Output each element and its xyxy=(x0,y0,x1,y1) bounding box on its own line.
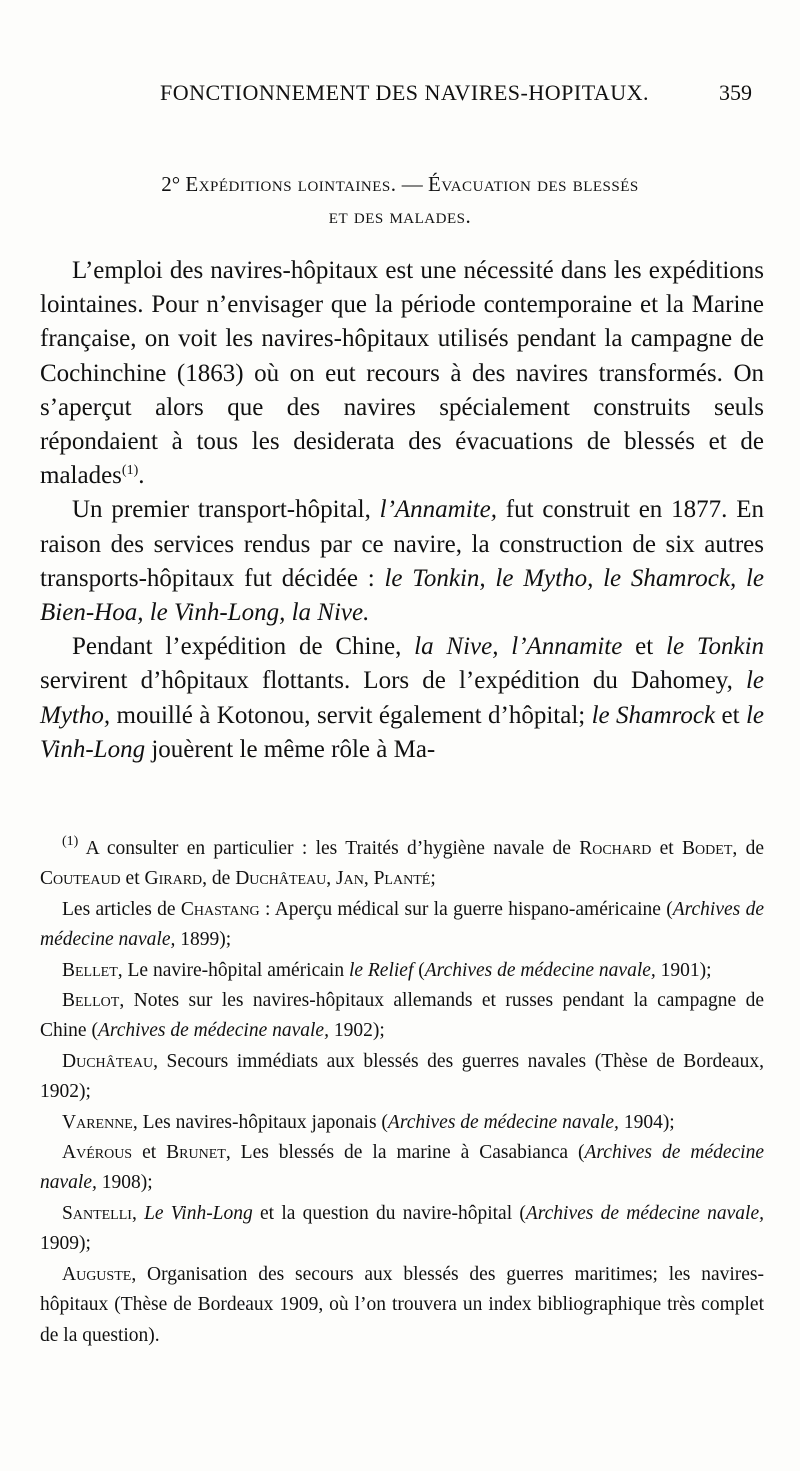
paragraph-3-text-5: et xyxy=(715,701,746,729)
ship-name-tonkin: le Tonkin xyxy=(666,633,765,661)
footnote-text: , Secours immédiats aux blessés des guerres navales (Thèse de Bordeaux, 1902); xyxy=(40,1050,764,1103)
footnote-1 xyxy=(40,834,764,895)
author-name: Brunet xyxy=(166,1142,226,1164)
footnote-entry-auguste xyxy=(40,1260,764,1351)
footnote-text: , xyxy=(131,1202,145,1224)
paragraph-2-text-2: fut construit en 1877. En raison des services rendus par ce navire, la construction de six autres transports-hôpitaux fut décidée : xyxy=(40,496,764,592)
section-heading xyxy=(40,168,760,232)
footnote-text: ; xyxy=(430,868,436,890)
paragraph-2-text: Un premier transport-hôpital, xyxy=(72,496,380,524)
ship-name-annamite: l’Annamite, xyxy=(379,496,497,524)
author-name: Rochard xyxy=(579,838,652,859)
running-header xyxy=(40,80,760,110)
footnote-text: , de xyxy=(202,868,236,890)
author-name: Santelli xyxy=(62,1202,132,1224)
footnote-text: 1909); xyxy=(40,1233,91,1255)
ship-name-relief: le Relief xyxy=(348,959,414,981)
paragraph-3-text-4: mouillé à Kotonou, servit également d’hôpital; xyxy=(110,701,592,729)
author-name: Jan xyxy=(336,868,364,890)
footnote-text: et xyxy=(132,1142,167,1164)
author-name: Planté xyxy=(373,868,431,890)
journal-title: Archives de médecine navale, xyxy=(387,1111,619,1133)
page-number: 359 xyxy=(719,80,752,105)
paragraph-3 xyxy=(40,630,764,767)
ship-name-vinh-long: le Vinh-Long xyxy=(40,701,764,763)
footnote-text: , xyxy=(363,868,374,890)
footnote-text: , Le navire-hôpital américain xyxy=(117,959,349,981)
footnote-text: ( xyxy=(413,959,425,981)
author-name: Girard xyxy=(144,868,203,890)
running-title: FONCTIONNEMENT DES NAVIRES-HOPITAUX. xyxy=(160,80,650,105)
footnote-entry-bellot xyxy=(40,986,764,1047)
footnote-entry-bellet xyxy=(40,956,764,986)
ship-name-vinh-long: Le Vinh-Long xyxy=(144,1202,253,1224)
section-heading-line-2: et des malades. xyxy=(328,204,472,228)
author-name: Varenne xyxy=(62,1111,133,1133)
footnote-text: 1908); xyxy=(96,1172,153,1194)
footnote-reference: (1) xyxy=(121,463,139,479)
paragraph-1-end: . xyxy=(138,462,145,490)
footnote-text: 1902); xyxy=(328,1020,385,1042)
author-name: Bellet xyxy=(62,959,118,981)
footnote-text: , de xyxy=(732,838,764,859)
footnote-text: , Les blessés de la marine à Casabianca ( xyxy=(225,1142,585,1164)
author-name: Chastang xyxy=(180,898,260,920)
ship-name-shamrock: le Shamrock xyxy=(591,701,716,729)
footnote-text: , Organisation des secours aux blessés des guerres maritimes; les navires-hôpitaux (Thèse de Bordeaux 1909, où l’on trouvera un index bibliographique très complet de la question). xyxy=(40,1263,764,1346)
footnote-entry-duchateau xyxy=(40,1047,764,1108)
author-name: Couteaud xyxy=(40,868,121,890)
journal-title: Archives de médecine navale, xyxy=(97,1020,329,1042)
section-number: 2° xyxy=(161,172,181,196)
footnotes xyxy=(40,834,764,1351)
author-name: Duchâteau xyxy=(62,1050,154,1072)
body-text xyxy=(40,254,764,767)
paragraph-3-text-6: jouèrent le même rôle à Ma- xyxy=(145,735,436,763)
footnote-text: 1901); xyxy=(655,959,712,981)
footnote-text: et la question du navire-hôpital ( xyxy=(252,1202,526,1224)
paragraph-3-text: Pendant l’expédition de Chine, xyxy=(72,633,415,661)
footnote-entry-santelli xyxy=(40,1199,764,1260)
footnote-entry-varenne xyxy=(40,1108,764,1138)
ship-name-mytho: le Mytho, xyxy=(40,667,764,729)
paragraph-1-text: L’emploi des navires-hôpitaux est une nécessité dans les expéditions lointaines. Pour n’envisager que la période contemporaine et la Marine française, on voit les navires-hôpitaux utilisés pendant la campagne de Cochinchine (1863) où on eut recours à des navires transformés. On s’aperçut alors que des navires spécialement construits seuls répondaient à tous les desiderata des évacuations de blessés et de malades xyxy=(40,257,764,490)
footnote-text: : Aperçu médical sur la guerre hispano-américaine ( xyxy=(259,898,673,920)
journal-title: Archives de médecine navale, xyxy=(40,898,764,951)
footnote-text: 1904); xyxy=(618,1111,675,1133)
footnote-text: Les articles de xyxy=(62,898,181,920)
paragraph-3-text-2: et xyxy=(622,633,667,661)
footnote-text: , Notes sur les navires-hôpitaux allemands et russes pendant la campagne de Chine ( xyxy=(40,990,764,1042)
section-heading-line-1 xyxy=(40,168,760,200)
footnote-text: et xyxy=(120,868,145,890)
journal-title: Archives de médecine navale, xyxy=(424,959,656,981)
footnote-text: , Les navires-hôpitaux japonais ( xyxy=(132,1111,388,1133)
paragraph-1 xyxy=(40,254,764,493)
footnote-entry-chastang xyxy=(40,895,764,956)
author-name: Auguste xyxy=(62,1263,132,1285)
ship-name-list: le Tonkin, le Mytho, le Shamrock, le Bien-Hoa, le Vinh-Long, la Nive. xyxy=(40,564,764,627)
footnote-text: et xyxy=(651,838,683,859)
footnote-text: A consulter en particulier : les Traités d’hygiène navale de xyxy=(78,838,580,859)
author-name: Avérous xyxy=(62,1142,133,1164)
journal-title: Archives de médecine navale, xyxy=(525,1202,764,1224)
paragraph-2 xyxy=(40,493,764,630)
footnote-text: 1899); xyxy=(175,929,232,951)
section-title-part-2: Évacuation des blessés xyxy=(428,172,639,196)
section-title-dash: — xyxy=(401,172,423,196)
ship-names-nive-annamite: la Nive, l’Annamite xyxy=(414,633,623,661)
footnote-mark: (1) xyxy=(62,834,79,849)
paragraph-3-text-3: servirent d’hôpitaux flottants. Lors de l’expédition du Dahomey, xyxy=(40,667,746,695)
journal-title: Archives de médecine navale, xyxy=(40,1142,765,1194)
section-title-part-1: Expéditions lointaines. xyxy=(185,172,397,196)
author-name: Bellot xyxy=(62,990,120,1012)
footnote-entry-averous xyxy=(40,1138,764,1199)
footnote-text: , xyxy=(326,868,337,890)
author-name: Duchâteau xyxy=(235,868,327,890)
author-name: Bodet xyxy=(682,838,733,859)
